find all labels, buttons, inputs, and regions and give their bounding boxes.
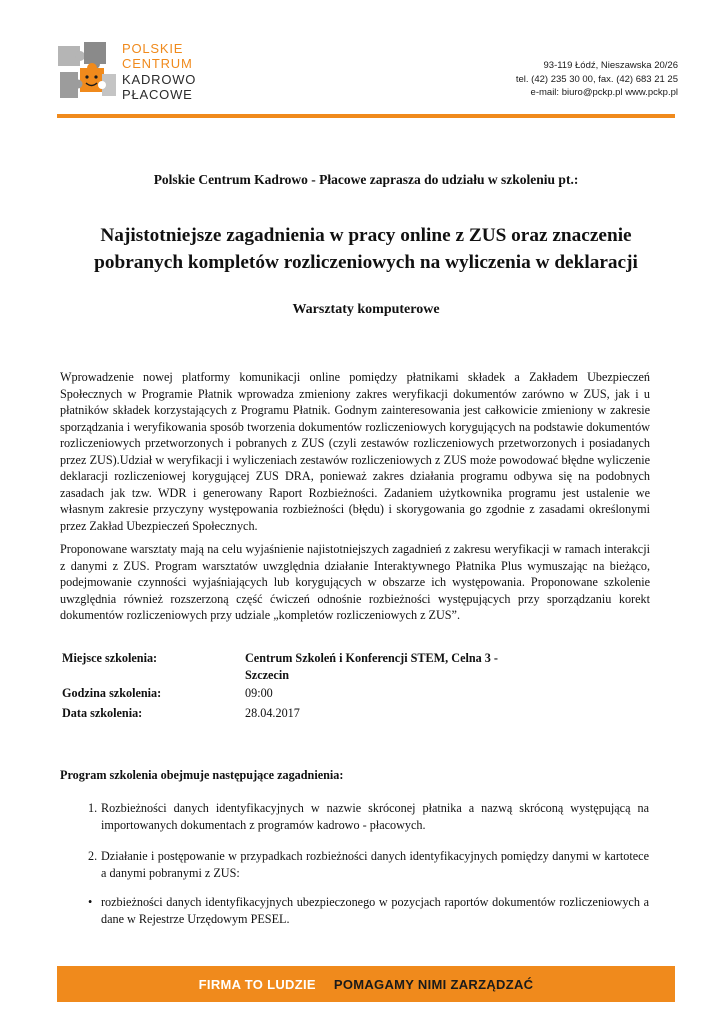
logo-text-line-4: PŁACOWE (122, 87, 193, 102)
footer-slogan-right: POMAGAMY NIMI ZARZĄDZAĆ (333, 976, 534, 992)
list-item: Działanie i postępowanie w przypadkach rozbieżności danych identyfikacyjnych pomiędzy danymi w kartotece a danymi pobranymi z ZUS: (101, 849, 649, 880)
description-paragraph-1: Wprowadzenie nowej platformy komunikacji online pomiędzy płatnikami składek a Zakładem Ubezpieczeń Społecznych w Programie Płatnik wprowadza zmieniony zakres weryfikacji dokumentów zarówno w ZUS, jak i u płatników składek korzystających z Programu Płatnik. Godnym zainteresowania jest całkowicie zmieniony w zakresie sporządzania i weryfikowania sposób tworzenia dokumentów rozliczeniowych korygujących na podstawie dokumentów rozliczeniowych przetworzonych i pobranych z ZUS (czyli zestawów rozliczeniowych przetworzonych i posiadanych przez ZUS).Udział w weryfikacji i wyliczeniach zestawów rozliczeniowych z ZUS może powodować błędne wyliczenie deklaracji rozliczeniowej korygującej ZUS DRA, ponieważ zakres działania programu odbywa się na podobnych zasadach jak tzw. WDR i generowany Raport Rozbieżności. Zadaniem użytkownika programu jest ustalenie we własnym zakresie przyczyny występowania rozbieżności (błędu) i skorygowania go zgodnie z zasadami określonymi przez Zakład Ubezpieczeń Społecznych. (60, 370, 650, 533)
company-logo (56, 36, 206, 110)
contact-phone: tel. (42) 235 30 00, fax. (42) 683 21 25 (515, 73, 678, 85)
place-value: Centrum Szkoleń i Konferencji STEM, Celna 3 - Szczecin (245, 651, 498, 682)
invite-line: Polskie Centrum Kadrowo - Płacowe zaprasza do udziału w szkoleniu pt.: (153, 172, 579, 187)
date-value: 28.04.2017 (245, 706, 300, 720)
list-marker: 1. (88, 801, 98, 815)
program-heading: Program szkolenia obejmuje następujące zagadnienia: (60, 768, 344, 782)
training-subtitle: Warsztaty komputerowe (292, 302, 440, 317)
contact-block (516, 59, 678, 100)
place-label: Miejsce szkolenia: (62, 651, 158, 665)
puzzle-logo-icon (56, 38, 118, 108)
logo-text-line-1: POLSKIE (122, 41, 184, 56)
footer-banner (57, 966, 675, 1002)
list-item: Rozbieżności danych identyfikacyjnych w nazwie skróconej płatnika a nazwą skróconą występującą na importowanych dokumentach z programów kadrowo - płacowych. (101, 801, 649, 832)
contact-email-www: e-mail: biuro@pckp.pl www.pckp.pl (530, 87, 678, 98)
description-paragraph-2: Proponowane warsztaty mają na celu wyjaśnienie najistotniejszych zagadnień z zakresu weryfikacji w ramach interakcji z danymi z ZUS. Program warsztatów uwzględnia działanie Interaktywnego Płatnika Plus wymuszając na bieżąco, podejmowanie czynności wyjaśniających lub korygujących w obszarze ich występowania. Proponowane szkolenie uwzględnia również rozszerzoną część ćwiczeń odnośnie rozbieżności występujących przy sporządzaniu korekt dokumentów rozliczeniowych przy udziale „kompletów rozliczeniowych z ZUS”. (60, 542, 650, 622)
logo-text-line-2: CENTRUM (122, 56, 193, 71)
logo-text-line-3: KADROWO (122, 72, 197, 87)
training-title: Najistotniejsze zagadnienia w pracy online z ZUS oraz znaczenie pobranych kompletów rozliczeniowych na wyliczenia w deklaracji (94, 225, 638, 273)
list-item: rozbieżności danych identyfikacyjnych ubezpieczonego w pozycjach raportów dokumentów rozliczeniowych a dane w Rejestrze Urzędowym PESEL. (101, 895, 649, 926)
header-divider (57, 114, 675, 118)
time-value: 09:00 (245, 686, 273, 700)
footer-slogan-left: FIRMA TO LUDZIE (198, 976, 316, 992)
date-label: Data szkolenia: (62, 706, 143, 720)
bullet-icon: • (88, 895, 93, 909)
list-marker: 2. (88, 849, 98, 863)
time-label: Godzina szkolenia: (62, 686, 162, 700)
contact-address: 93-119 Łódź, Nieszawska 20/26 (543, 60, 678, 71)
